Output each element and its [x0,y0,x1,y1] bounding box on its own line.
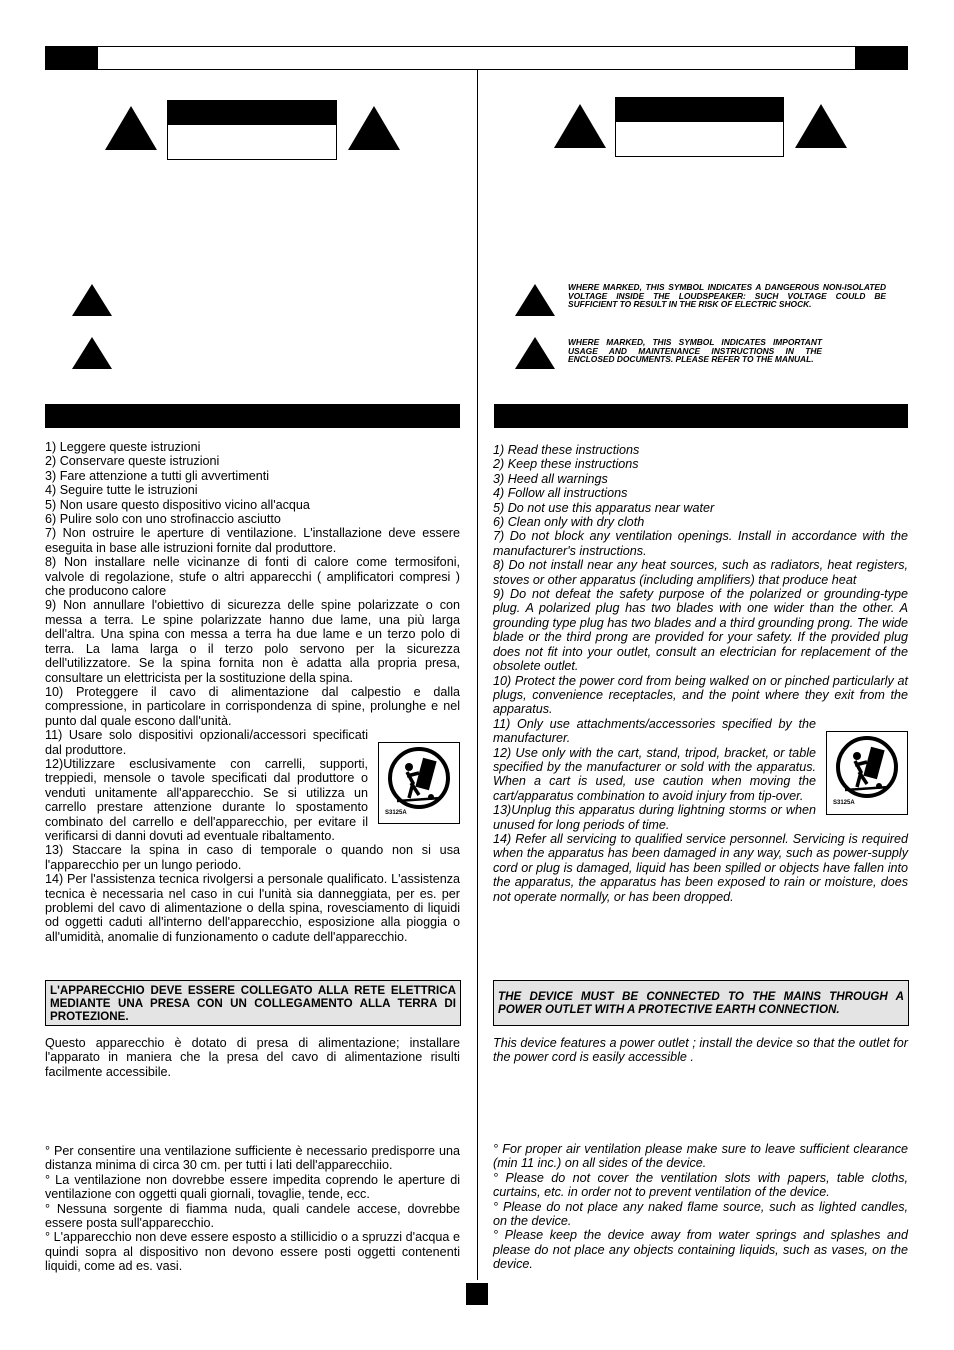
earth-note-italian: L'APPARECCHIO DEVE ESSERE COLLEGATO ALLA RETE ELETTRICA MEDIANTE UNA PRESA CON UN COLLEGAMENTO ALLA TERRA DI PROTEZIONE. [45,980,461,1026]
header-block-right [855,47,907,69]
instruction-item: 12)Utilizzare esclusivamente con carrelli, supporti, treppiedi, mensole o tavole specificati dal produttore o venduti unitamente all'apparecchio. Se si utilizza un carrello prestare attenzione durante lo spostamento combinato del carrello e dell'apparecchio, per evitare il verificarsi di danni dovuti ad eventuale ribaltamento. [45,756,368,843]
instruction-item: 12) Use only with the cart, stand, tripod, bracket, or table specified by the manufacturer or sold with the apparatus. When a cart is used, use caution when moving the cart/apparatus combination to avoid injury from tip-over. [493,745,816,803]
section-header-bar-left [45,404,460,428]
section-header-bar-right [494,404,908,428]
caution-box-right [615,97,784,157]
voltage-warning-icon [72,284,112,316]
voltage-warning-icon [515,284,555,316]
ventilation-item: ° La ventilazione non dovrebbe essere impedita coprendo le aperture di ventilazione con oggetti quali giornali, tovaglie, tende, ecc. [45,1172,460,1202]
instruction-item: 6) Pulire solo con uno strofinaccio asciutto [45,512,281,527]
cart-code: S3125A [385,809,407,816]
ventilation-item: ° Please do not cover the ventilation slots with papers, table cloths, curtains, etc. in order not to prevent ventilation of the device. [493,1170,908,1200]
instruction-item: 8) Do not install near any heat sources, such as radiators, heat registers, stoves or other apparatus (including amplifiers) that produce heat [493,558,908,587]
instruction-item: 4) Follow all instructions [493,486,628,501]
instruction-item: 1) Read these instructions [493,443,640,457]
header-block-left [46,47,98,69]
instruction-item: 13) Staccare la spina in caso di temporale o quando non si usa l'apparecchio per un lungo periodo. [45,843,460,872]
outlet-note-english: This device features a power outlet ; install the device so that the outlet for the power cord is easily accessible . [493,1036,908,1065]
instruction-item: 7) Do not block any ventilation openings. Install in accordance with the manufacturer's instructions. [493,529,908,558]
instruction-item: 14) Per l'assistenza tecnica rivolgersi a personale qualificato. L'assistenza tecnica è necessaria nel caso in cui l'unità sia danneggiata, per es. per problemi del cavo di alimentazione o della spina, rovesciamento di liquidi od oggetti caduti all'interno dell'apparecchio, esposizione alla pioggia o all'umidità, anomalie di funzionamento o cadute dell'apparecchio. [45,872,460,944]
instruction-item: 7) Non ostruire le aperture di ventilazione. L'installazione deve essere eseguita in base alle istruzioni fornite dal produttore. [45,526,460,555]
instruction-item: 11) Only use attachments/accessories specified by the manufacturer. [493,716,816,746]
ventilation-notes-italian [45,1144,460,1274]
warning-triangle-icon [348,106,400,150]
outlet-note-italian: Questo apparecchio è dotato di presa di alimentazione; installare l'apparato in maniera che la presa del cavo di alimentazione risulti facilmente accessibile. [45,1036,460,1079]
instruction-item: 8) Non installare nelle vicinanze di fonti di calore come termosifoni, valvole di regolazione, stufe o altri apparecchi ( amplificatori compresi ) che producono calore [45,555,460,599]
instruction-item: 4) Seguire tutte le istruzioni [45,483,198,498]
instruction-item: 2) Keep these instructions [493,457,639,472]
instructions-warning-icon [515,337,555,369]
caution-box-header [616,98,783,122]
instruction-item: 14) Refer all servicing to qualified service personnel. Servicing is required when the apparatus has been damaged in any way, such as power-supply cord or plug is damaged, liquid has been spilled or objects have fallen into the apparatus, the apparatus has been exposed to rain or moisture, does not operate normally, or has been dropped. [493,831,908,904]
column-divider [477,70,478,1280]
ventilation-item: ° L'apparecchio non deve essere esposto a stillicidio o a spruzzi d'acqua e quindi sopra al dispositivo non devono essere posti oggetti contenenti liquidi, come ad es. vasi. [45,1230,460,1274]
ventilation-notes-english [493,1142,908,1272]
english-instructions [493,443,908,904]
warning-triangle-icon [554,104,606,148]
instruction-item: 2) Conservare queste istruzioni [45,454,220,469]
voltage-symbol-text: WHERE MARKED, THIS SYMBOL INDICATES A DANGEROUS NON-ISOLATED VOLTAGE INSIDE THE LOUDSPEAKER: SUCH VOLTAGE COULD BE SUFFICIENT TO RESULT IN THE RISK OF ELECTRIC SHOCK. [568,282,886,310]
instruction-item: 3) Fare attenzione a tutti gli avvertimenti [45,468,269,483]
instruction-item: 5) Do not use this apparatus near water [493,500,715,515]
ventilation-item: ° For proper air ventilation please make sure to leave sufficient clearance (min 11 inc.) on all sides of the device. [493,1142,908,1171]
instruction-item: 11) Usare solo dispositivi opzionali/accessori specificati dal produttore. [45,728,368,757]
ventilation-item: ° Nessuna sorgente di fiamma nuda, quali candele accese, dovrebbe essere posta sull'apparecchio. [45,1201,460,1231]
instructions-warning-icon [72,337,112,369]
instruction-item: 3) Heed all warnings [493,471,608,486]
cart-warning-image [826,731,908,815]
caution-box-left [167,100,337,160]
instruction-item: 13)Unplug this apparatus during lightning storms or when unused for long periods of time. [493,803,816,832]
instruction-item: 9) Non annullare l'obiettivo di sicurezza delle spine polarizzate o con messa a terra. Le spine polarizzate hanno due lame, una più larga dell'altra. Una spina con messa a terra ha due lame e un terzo polo di terra. La lama larga o il terzo polo servono per la sicurezza dell'utilizzatore. Se la spina fornita non è adatta alla propria presa, consultare un elettricista per la sostituzione della spina. [45,598,460,685]
cart-tip-over-icon [379,743,459,813]
warning-triangle-icon [105,106,157,150]
ventilation-item: ° Per consentire una ventilazione sufficiente è necessario predisporre una distanza minima di circa 30 cm. per tutti i lati dell'apparecchiio. [45,1144,460,1173]
earth-note-english: THE DEVICE MUST BE CONNECTED TO THE MAINS THROUGH A POWER OUTLET WITH A PROTECTIVE EARTH CONNECTION. [493,980,909,1026]
cart-code: S3125A [833,800,855,807]
instruction-item: 10) Proteggere il cavo di alimentazione dal calpestio e dalla compressione, in particolare in corrispondenza di spine, prolunghe e nel punto dal quale escono dall'unità. [45,684,460,728]
top-header-bar [45,46,908,70]
instruction-item: 1) Leggere queste istruzioni [45,440,201,454]
instruction-item: 6) Clean only with dry cloth [493,515,645,530]
page-number-box [466,1283,488,1305]
instruction-item: 5) Non usare questo dispositivo vicino all'acqua [45,497,310,512]
cart-tip-over-icon [827,732,907,802]
ventilation-item: ° Please keep the device away from water springs and splashes and please do not place any objects containing liquids, such as vases, on the device. [493,1228,908,1272]
instruction-item: 10) Protect the power cord from being walked on or pinched particularly at plugs, convenience receptacles, and the point where they exit from the apparatus. [493,673,908,717]
italian-instructions [45,440,460,944]
ventilation-item: ° Please do not place any naked flame source, such as lighted candles, on the device. [493,1199,908,1229]
instructions-symbol-text: WHERE MARKED, THIS SYMBOL INDICATES IMPORTANT USAGE AND MAINTENANCE INSTRUCTIONS IN THE ENCLOSED DOCUMENTS. PLEASE REFER TO THE MANUAL. [568,337,822,365]
instruction-item: 9) Do not defeat the safety purpose of the polarized or grounding-type plug. A polarized plug has two blades with one wider than the other. A grounding type plug has two blades and a third grounding prong. The wide blade or the third prong are provided for your safety. If the provided plug does not fit into your outlet, consult an electrician for replacement of the obsolete outlet. [493,587,908,674]
caution-box-header [168,101,336,125]
cart-warning-image [378,742,460,824]
warning-triangle-icon [795,104,847,148]
